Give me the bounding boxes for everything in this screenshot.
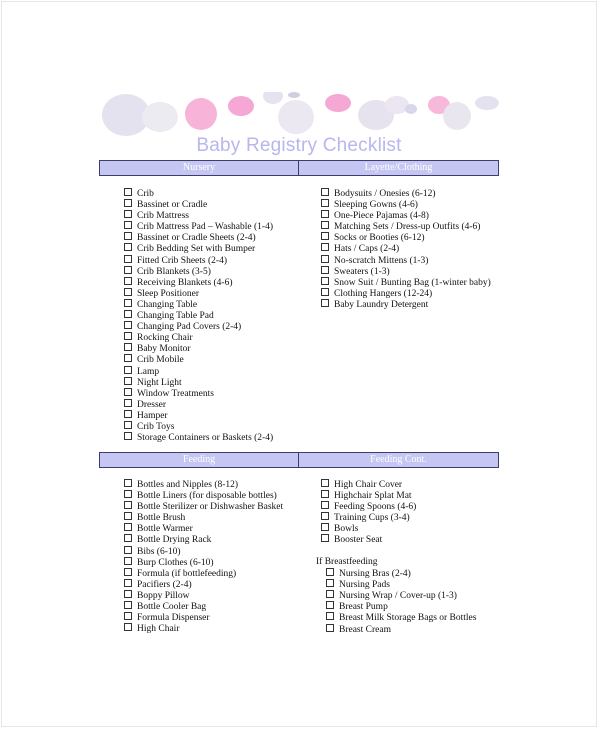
checklist-item[interactable]: Bibs (6-10) bbox=[124, 546, 283, 557]
checklist-item[interactable]: Baby Monitor bbox=[124, 343, 273, 354]
checklist-item[interactable]: Feeding Spoons (4-6) bbox=[321, 501, 416, 512]
checklist-item[interactable]: Crib Blankets (3-5) bbox=[124, 266, 273, 277]
checkbox[interactable] bbox=[321, 534, 329, 542]
checklist-item[interactable]: Fitted Crib Sheets (2-4) bbox=[124, 255, 273, 266]
checkbox[interactable] bbox=[124, 523, 132, 531]
checklist-item[interactable]: Bottle Brush bbox=[124, 512, 283, 523]
checkbox[interactable] bbox=[124, 221, 132, 229]
checkbox[interactable] bbox=[321, 199, 329, 207]
checkbox[interactable] bbox=[321, 210, 329, 218]
page-title: Baby Registry Checklist bbox=[196, 135, 402, 156]
checklist-item[interactable]: Clothing Hangers (12-24) bbox=[321, 288, 491, 299]
checklist-item[interactable]: Formula Dispenser bbox=[124, 612, 283, 623]
checklist-item[interactable]: Breast Pump bbox=[316, 601, 476, 612]
checklist-item[interactable]: Boppy Pillow bbox=[124, 590, 283, 601]
checkbox[interactable] bbox=[321, 277, 329, 285]
checkbox[interactable] bbox=[326, 612, 334, 620]
checklist-item[interactable]: Bodysuits / Onesies (6-12) bbox=[321, 188, 491, 199]
checkbox[interactable] bbox=[124, 188, 132, 196]
checklist-item[interactable]: Pacifiers (2-4) bbox=[124, 579, 283, 590]
checkbox[interactable] bbox=[124, 388, 132, 396]
checkbox[interactable] bbox=[124, 266, 132, 274]
checkbox[interactable] bbox=[321, 299, 329, 307]
checklist-item[interactable]: Sweaters (1-3) bbox=[321, 266, 491, 277]
checklist-item[interactable]: Highchair Splat Mat bbox=[321, 490, 416, 501]
checkbox[interactable] bbox=[124, 321, 132, 329]
checkbox[interactable] bbox=[124, 501, 132, 509]
checklist-item[interactable]: Bottle Sterilizer or Dishwasher Basket bbox=[124, 501, 283, 512]
checklist-item[interactable]: Lamp bbox=[124, 366, 273, 377]
checkbox[interactable] bbox=[321, 490, 329, 498]
checkbox[interactable] bbox=[124, 432, 132, 440]
checkbox[interactable] bbox=[124, 255, 132, 263]
checklist-item[interactable]: One-Piece Pajamas (4-8) bbox=[321, 210, 491, 221]
checklist-item[interactable]: Nursing Wrap / Cover-up (1-3) bbox=[316, 590, 476, 601]
checklist-item[interactable]: Crib Mattress bbox=[124, 210, 273, 221]
checkbox[interactable] bbox=[326, 590, 334, 598]
checkbox[interactable] bbox=[321, 266, 329, 274]
checklist-item[interactable]: Matching Sets / Dress-up Outfits (4-6) bbox=[321, 221, 491, 232]
checkbox[interactable] bbox=[124, 421, 132, 429]
checkbox[interactable] bbox=[124, 534, 132, 542]
checkbox[interactable] bbox=[124, 210, 132, 218]
checkbox[interactable] bbox=[124, 590, 132, 598]
checkbox[interactable] bbox=[124, 568, 132, 576]
feeding-cont-header: Feeding Cont. bbox=[299, 452, 499, 468]
checkbox[interactable] bbox=[321, 288, 329, 296]
checkbox[interactable] bbox=[321, 221, 329, 229]
checkbox[interactable] bbox=[321, 479, 329, 487]
layette-header: Layette/Clothing bbox=[299, 160, 499, 176]
checklist-item[interactable]: Window Treatments bbox=[124, 388, 273, 399]
checkbox[interactable] bbox=[326, 624, 334, 632]
checkbox[interactable] bbox=[321, 232, 329, 240]
checkbox[interactable] bbox=[124, 490, 132, 498]
checkbox[interactable] bbox=[124, 343, 132, 351]
checklist-item[interactable]: Burp Clothes (6-10) bbox=[124, 557, 283, 568]
decorative-bubbles-banner bbox=[100, 92, 500, 137]
checklist-item[interactable]: Snow Suit / Bunting Bag (1-winter baby) bbox=[321, 277, 491, 288]
checklist-item[interactable]: Night Light bbox=[124, 377, 273, 388]
checkbox[interactable] bbox=[124, 377, 132, 385]
checkbox[interactable] bbox=[124, 310, 132, 318]
checklist-item[interactable]: Sleeping Gowns (4-6) bbox=[321, 199, 491, 210]
checkbox[interactable] bbox=[124, 410, 132, 418]
checkbox[interactable] bbox=[321, 523, 329, 531]
checklist-item[interactable]: Nursing Pads bbox=[316, 579, 476, 590]
breastfeeding-subheading: If Breastfeeding bbox=[316, 557, 378, 567]
checklist-item[interactable]: Crib Toys bbox=[124, 421, 273, 432]
checkbox[interactable] bbox=[124, 199, 132, 207]
checklist-item[interactable]: Training Cups (3-4) bbox=[321, 512, 416, 523]
checkbox[interactable] bbox=[321, 188, 329, 196]
checklist-item[interactable]: Breast Cream bbox=[316, 624, 476, 635]
checklist-item[interactable]: Bottles and Nipples (8-12) bbox=[124, 479, 283, 490]
checklist-item[interactable]: Crib Mattress Pad – Washable (1-4) bbox=[124, 221, 273, 232]
checkbox[interactable] bbox=[124, 579, 132, 587]
checkbox[interactable] bbox=[321, 243, 329, 251]
checklist-item[interactable]: Sleep Positioner bbox=[124, 288, 273, 299]
checklist-item[interactable]: Bassinet or Cradle bbox=[124, 199, 273, 210]
feeding-list bbox=[124, 479, 283, 634]
checklist-item[interactable]: Changing Pad Covers (2-4) bbox=[124, 321, 273, 332]
checklist-item[interactable]: Breast Milk Storage Bags or Bottles bbox=[316, 612, 476, 623]
checkbox[interactable] bbox=[124, 299, 132, 307]
checkbox[interactable] bbox=[124, 612, 132, 620]
checkbox[interactable] bbox=[124, 332, 132, 340]
checklist-item[interactable]: Dresser bbox=[124, 399, 273, 410]
checkbox[interactable] bbox=[124, 399, 132, 407]
nursery-header: Nursery bbox=[99, 160, 299, 176]
checklist-item[interactable]: Hats / Caps (2-4) bbox=[321, 243, 491, 254]
checklist-item[interactable]: Receiving Blankets (4-6) bbox=[124, 277, 273, 288]
checklist-item[interactable]: Crib Mobile bbox=[124, 354, 273, 365]
checklist-item[interactable]: Rocking Chair bbox=[124, 332, 273, 343]
checkbox[interactable] bbox=[124, 232, 132, 240]
checkbox[interactable] bbox=[124, 243, 132, 251]
checklist-item[interactable]: Hamper bbox=[124, 410, 273, 421]
checkbox[interactable] bbox=[124, 354, 132, 362]
checklist-item[interactable]: Bottle Warmer bbox=[124, 523, 283, 534]
checkbox[interactable] bbox=[124, 366, 132, 374]
checklist-item[interactable]: Formula (if bottlefeeding) bbox=[124, 568, 283, 579]
checklist-item[interactable]: Bowls bbox=[321, 523, 416, 534]
feeding-cont-list bbox=[321, 479, 416, 546]
checklist-item[interactable]: Booster Seat bbox=[321, 534, 416, 545]
checklist-item[interactable]: Nursing Bras (2-4) bbox=[316, 568, 476, 579]
checkbox[interactable] bbox=[124, 479, 132, 487]
layette-list bbox=[321, 188, 491, 310]
checkbox[interactable] bbox=[321, 501, 329, 509]
checkbox[interactable] bbox=[321, 255, 329, 263]
checklist-item[interactable]: Crib bbox=[124, 188, 273, 199]
checkbox[interactable] bbox=[326, 568, 334, 576]
checklist-item[interactable]: Baby Laundry Detergent bbox=[321, 299, 491, 310]
checkbox[interactable] bbox=[124, 277, 132, 285]
checkbox[interactable] bbox=[124, 601, 132, 609]
checkbox[interactable] bbox=[124, 546, 132, 554]
checkbox[interactable] bbox=[124, 512, 132, 520]
checklist-item[interactable]: Storage Containers or Baskets (2-4) bbox=[124, 432, 273, 443]
checklist-item[interactable]: High Chair bbox=[124, 623, 283, 634]
checklist-item[interactable]: Socks or Booties (6-12) bbox=[321, 232, 491, 243]
checklist-item[interactable]: High Chair Cover bbox=[321, 479, 416, 490]
nursery-list bbox=[124, 188, 273, 443]
checklist-item[interactable]: Crib Bedding Set with Bumper bbox=[124, 243, 273, 254]
checklist-item[interactable]: No-scratch Mittens (1-3) bbox=[321, 255, 491, 266]
checklist-item[interactable]: Changing Table Pad bbox=[124, 310, 273, 321]
breastfeeding-group bbox=[316, 557, 476, 635]
checkbox[interactable] bbox=[124, 623, 132, 631]
checklist-item[interactable]: Bottle Cooler Bag bbox=[124, 601, 283, 612]
checklist-item[interactable]: Changing Table bbox=[124, 299, 273, 310]
checkbox[interactable] bbox=[326, 579, 334, 587]
checklist-item[interactable]: Bassinet or Cradle Sheets (2-4) bbox=[124, 232, 273, 243]
checkbox[interactable] bbox=[124, 288, 132, 296]
checklist-item[interactable]: Bottle Liners (for disposable bottles) bbox=[124, 490, 283, 501]
feeding-header: Feeding bbox=[99, 452, 299, 468]
checkbox[interactable] bbox=[326, 601, 334, 609]
checkbox[interactable] bbox=[321, 512, 329, 520]
checklist-item[interactable]: Bottle Drying Rack bbox=[124, 534, 283, 545]
checkbox[interactable] bbox=[124, 557, 132, 565]
